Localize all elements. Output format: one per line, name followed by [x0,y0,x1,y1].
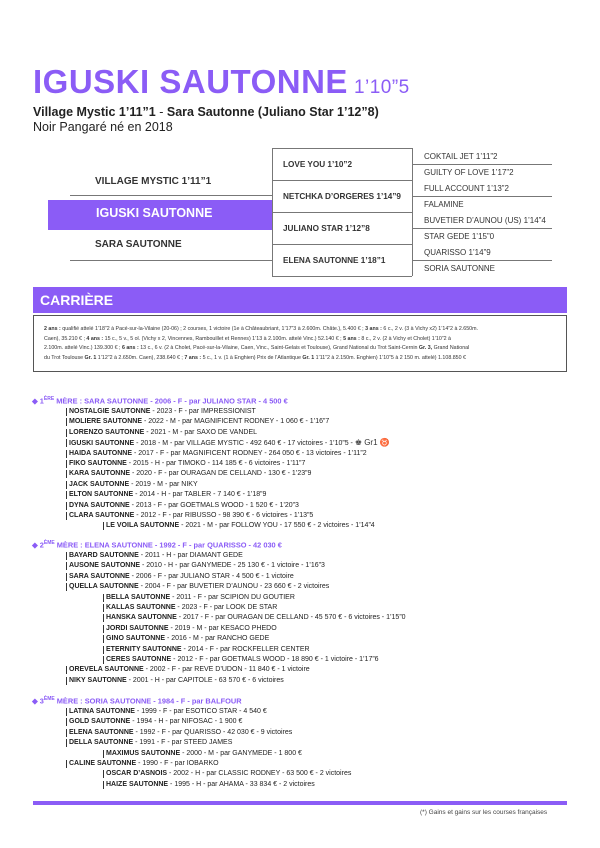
produce-row [69,561,325,571]
career-text-part: 1’12”2 à 2.650m. Caen), 238.640 € ; [96,354,183,361]
produce-name: SARA SAUTONNE [69,572,130,580]
produce-row [106,645,310,655]
horse-name-title [33,63,410,101]
produce-details: - 2014 - H - par TABLER - 7 140 € - 1’18”9 [133,491,267,499]
mere-title-text: MÈRE : ELENA SAUTONNE - 1992 - F - par QUARISSO - 42 030 € [54,540,282,550]
produce-row [106,780,315,790]
produce-name: ELTON SAUTONNE [69,491,134,499]
mere-ordinal: 3 [39,696,44,706]
produce-row [69,428,257,438]
produce-name: DYNA SAUTONNE [69,501,130,509]
produce-details: - 2017 - F - par MAGNIFICENT RODNEY - 264 050 € - 13 victoires - 1’11”2 [132,449,367,457]
mere-title-text: MÈRE : SORIA SAUTONNE - 1984 - F - par BALFOUR [54,696,242,706]
produce-row [106,624,277,634]
produce-row [69,676,284,686]
produce-name: AUSONE SAUTONNE [69,562,141,570]
produce-row [106,593,295,603]
mere-ordinal-suffix: ÈME [43,696,55,702]
mere-ordinal-suffix: ÈRE [43,396,55,402]
produce-name: HAIZE SAUTONNE [106,780,169,788]
produce-name: LORENZO SAUTONNE [69,428,145,436]
produce-details: - 2006 - F - par JULIANO STAR - 4 500 € - 1 victoire [129,572,294,580]
produce-details: - 2014 - F - par ROCKFELLER CENTER [181,645,310,653]
career-text-part: 1’11”2 à 2.150m. Enghien) 1’10”5 à 2 150 m. attelé) 1.108.850 € [314,354,466,361]
career-line [44,325,558,335]
career-age: 2 ans : [44,326,61,332]
pedigree-rule [272,148,412,149]
diamond-bullet-icon: ◆ [32,696,40,706]
produce-name: ETERNITY SAUTONNE [106,645,182,653]
produce-name: FIKO SAUTONNE [69,460,127,467]
produce-name: OSCAR D’ASNOIS [106,770,168,778]
career-text-part: 5 c., 1 v. (1 à Enghien) Prix de l’Atlantique [201,354,301,361]
produce-row [69,582,329,592]
career-text-part: qualifié attelé 1’18”2 à Pacé-sur-la-Vilaine (20-06) ; 2 courses, 1 victoire (1e à Châteaubriant, 1’17”3 à 2.600m. Châte.), 5.400 € ; [60,326,364,332]
produce-details: - 2000 - M - par GANYMEDE - 1 800 € [180,749,302,757]
produce-details: - 2016 - M - par RANCHO GEDE [165,635,270,643]
pedigree-dam: SARA SAUTONNE [95,239,182,250]
career-text-part: du Trot Toulouse [44,354,84,361]
produce-details: - 1991 - F - par STEED JAMES [133,739,233,747]
pedigree-rule [272,180,412,181]
produce-details: - 1999 - F - par ESOTICO STAR - 4 540 € [134,708,267,715]
produce-row [69,738,232,748]
career-text-part: 2.100m. attelé Vinc.) 139.300 € ; [44,345,121,352]
produce-name: GOLD SAUTONNE [69,718,131,726]
produce-name: JACK SAUTONNE [69,480,130,488]
produce-row [69,707,267,717]
produce-row [69,511,313,521]
produce-details: - 2013 - F - par GOETMALS WOOD - 1 520 € - 1’20”3 [129,501,299,509]
dam-label: Sara Sautonne (Juliano Star 1’12”8) [166,105,379,119]
produce-details: - 2004 - F - par BUVETIER D’AUNOU - 23 660 € - 2 victoires [138,583,330,591]
produce-name: ELENA SAUTONNE [69,728,134,736]
produce-row [69,490,266,500]
pedigree-rule [412,260,552,261]
produce-details: - 2019 - M - par KESACO PHEDO [168,624,277,632]
produce-row [69,449,367,459]
produce-details: - 1995 - H - par AHAMA - 33 834 € - 2 victoires [168,780,315,788]
pedigree-g3-1: COKTAIL JET 1’11”2 [424,152,498,161]
parentage-line: Village Mystic 1’11”1 - Sara Sautonne (Juliano Star 1’12”8) [33,105,379,119]
produce-details: - 2002 - F - par REVE D’UDON - 11 840 € - 1 victoire [143,666,310,674]
pedigree-rule [70,195,272,196]
career-text-part: 13 c., 6 v. (2 à Cholet, Pacé-sur-la-Vilaine, Caen, Vinc., Saint-Gelais et Toulouse), Grand National du Trot Saint-Cernin [138,345,418,352]
produce-details: - 1990 - F - par IOBARKO [136,760,219,767]
produce-row [69,665,310,675]
mere3-title [32,696,242,705]
produce-name: MOLIERE SAUTONNE [69,418,142,426]
produce-name: DELLA SAUTONNE [69,739,134,747]
career-text-part: 6 c., 2 v. (3 à Vichy x2) 1’14”2 à 2.650m. [381,326,479,332]
produce-name: HAIDA SAUTONNE [69,449,133,457]
career-age: 3 ans : [363,326,382,332]
produce-details: - 2019 - M - par NIKY [129,480,198,488]
produce-name: HANSKA SAUTONNE [106,614,177,622]
produce-row [69,438,390,448]
pedigree-rule [412,148,413,276]
pedigree-g3-5: BUVETIER D’AUNOU (US) 1’14”4 [424,216,546,225]
pedigree-sire-dam: NETCHKA D’ORGERES 1’14”9 [283,192,401,201]
produce-row [69,728,292,738]
produce-name: KALLAS SAUTONNE [106,604,176,611]
career-text-part: 8 c., 2 v. (2 à Vichy et Cholet) 1’10”2 à [359,335,451,342]
mere-title-text: MÈRE : SARA SAUTONNE - 2006 - F - par JULIANO STAR - 4 500 € [54,396,288,406]
career-line [44,354,558,364]
pedigree-rule [412,228,552,229]
mere-ordinal: 1 [39,396,44,406]
pedigree-rule [412,196,552,197]
produce-details: - 2011 - F - par SCIPION DU GOUTIER [170,593,295,601]
pedigree-sire: VILLAGE MYSTIC 1’11”1 [95,176,212,187]
produce-row [69,407,256,417]
produce-name: OREVELA SAUTONNE [69,666,144,674]
produce-name: CLARA SAUTONNE [69,512,135,519]
career-text-part: Grand National [432,345,470,352]
produce-details: - 2012 - F - par RIBUSSO - 98 390 € - 6 victoires - 1’13”5 [134,512,314,519]
career-grade: Gr. 1 [83,354,97,361]
career-age: 5 ans : [341,335,360,342]
produce-row [106,613,406,623]
career-text-part: 15 c., 5 v., 5 ol. (Vichy x 2, Vincennes, Rambouillet et Rennes) 1’13 à 2.100m. attelé Vinc.) 52.140 € ; [103,335,342,342]
pedigree-rule [272,244,412,245]
produce-details: - 2015 - H - par TIMOKO - 114 185 € - 6 victoires - 1’11”7 [126,460,306,467]
career-title: CARRIÈRE [40,292,114,308]
produce-name: KARA SAUTONNE [69,470,131,478]
produce-details: - 2002 - H - par CLASSIC RODNEY - 63 500 € - 2 victoires [167,770,352,778]
produce-details: - 2001 - H - par CAPITOLE - 63 570 € - 6 victoires [126,676,284,684]
produce-row [69,459,305,469]
pedigree-g3-7: QUARISSO 1’14”9 [424,248,491,257]
pedigree-g3-4: FALAMINE [424,200,464,209]
produce-row [106,603,277,613]
produce-row [69,417,329,427]
produce-name: BAYARD SAUTONNE [69,552,139,559]
career-line [44,335,558,345]
produce-row [106,634,269,644]
pedigree-g3-8: SORIA SAUTONNE [424,264,495,273]
produce-details: - 2017 - F - par OURAGAN DE CELLAND - 45 570 € - 6 victoires - 1’15”0 [176,614,406,622]
mere2-title [32,540,282,549]
produce-row [106,655,379,665]
pedigree-g3-6: STAR GEDE 1’15”0 [424,232,495,241]
produce-row [69,717,242,727]
award-icon: ♚ Gr1 ♉ [354,438,390,448]
produce-row [69,480,198,490]
produce-name: JORDI SAUTONNE [106,624,169,632]
produce-row [69,469,311,479]
footer-note: (*) Gains et gains sur les courses françaises [420,809,548,816]
diamond-bullet-icon: ◆ [32,540,40,550]
produce-details: - 2022 - M - par MAGNIFICENT RODNEY - 1 060 € - 1’16”7 [142,418,330,426]
produce-row [106,769,351,779]
career-age: 6 ans : [120,345,139,352]
produce-name: LE VOILA SAUTONNE [106,522,180,530]
produce-name: QUELLA SAUTONNE [69,583,139,591]
produce-row [69,572,294,582]
produce-details: - 2011 - H - par DIAMANT GEDE [138,552,243,559]
produce-details: - 1992 - F - par QUARISSO - 42 030 € - 9 victoires [133,728,293,736]
career-text-part: Caen), 35.210 € ; [44,335,85,342]
pedigree-rule [412,164,552,165]
produce-details: - 2021 - M - par SAXO DE VANDEL [144,428,258,436]
produce-row [106,749,302,759]
mere1-title [32,396,288,405]
career-age: 4 ans : [84,335,104,342]
career-grade: Gr. 3, [417,345,433,352]
mere-ordinal-suffix: ÈME [43,540,55,546]
pedigree-rule [272,276,412,277]
birth-line: Noir Pangaré né en 2018 [33,120,173,134]
produce-details: - 1994 - H - par NIFOSAC - 1 900 € [130,718,243,726]
produce-details: - 2018 - M - par VILLAGE MYSTIC - 492 640 € - 17 victoires - 1’10”5 - [134,440,355,448]
pedigree-dam-sire: JULIANO STAR 1’12”8 [283,224,370,233]
diamond-bullet-icon: ◆ [32,396,40,406]
produce-row [69,759,219,769]
produce-name: NOSTALGIE SAUTONNE [69,408,151,415]
pedigree-rule [272,212,412,213]
pedigree-rule [70,260,272,261]
horse-record: 1’10”5 [353,77,410,98]
pedigree-dam-dam: ELENA SAUTONNE 1’18”1 [283,256,386,265]
produce-details: - 2012 - F - par GOETMALS WOOD - 18 890 € - 1 victoire - 1’17”6 [171,656,379,663]
horse-name: IGUSKI SAUTONNE [33,63,348,100]
produce-name: NIKY SAUTONNE [69,676,127,684]
produce-name: GINO SAUTONNE [106,635,165,643]
sire-label: Village Mystic 1’11”1 [33,105,156,119]
pedigree-subject: IGUSKI SAUTONNE [48,200,272,230]
pedigree-sire-sire: LOVE YOU 1’10”2 [283,160,353,169]
career-line [44,344,558,354]
produce-row [69,501,299,511]
produce-name: IGUSKI SAUTONNE [69,440,135,448]
career-text [33,315,567,372]
produce-name: CERES SAUTONNE [106,656,172,663]
footer-rule [33,801,567,805]
produce-name: LATINA SAUTONNE [69,708,135,715]
produce-name: CALINE SAUTONNE [69,760,137,767]
produce-details: - 2010 - H - par GANYMEDE - 25 130 € - 1 victoire - 1’16”3 [140,562,325,570]
produce-details: - 2021 - M - par FOLLOW YOU - 17 550 € - 2 victoires - 1’14”4 [179,522,375,530]
mere-ordinal: 2 [39,540,44,550]
produce-details: - 2023 - F - par IMPRESSIONIST [150,408,256,415]
produce-name: MAXIMUS SAUTONNE [106,749,181,757]
produce-row [106,521,375,531]
pedigree-g3-2: GUILTY OF LOVE 1’17”2 [424,168,514,177]
produce-details: - 2020 - F - par OURAGAN DE CELLAND - 130 € - 1’23”9 [130,470,312,478]
produce-row [69,551,243,561]
produce-name: BELLA SAUTONNE [106,593,171,601]
pedigree-g3-3: FULL ACCOUNT 1’13”2 [424,184,509,193]
career-age: 7 ans : [182,354,202,361]
produce-details: - 2023 - F - par LOOK DE STAR [175,604,278,611]
career-grade: Gr. 1 [300,354,315,361]
